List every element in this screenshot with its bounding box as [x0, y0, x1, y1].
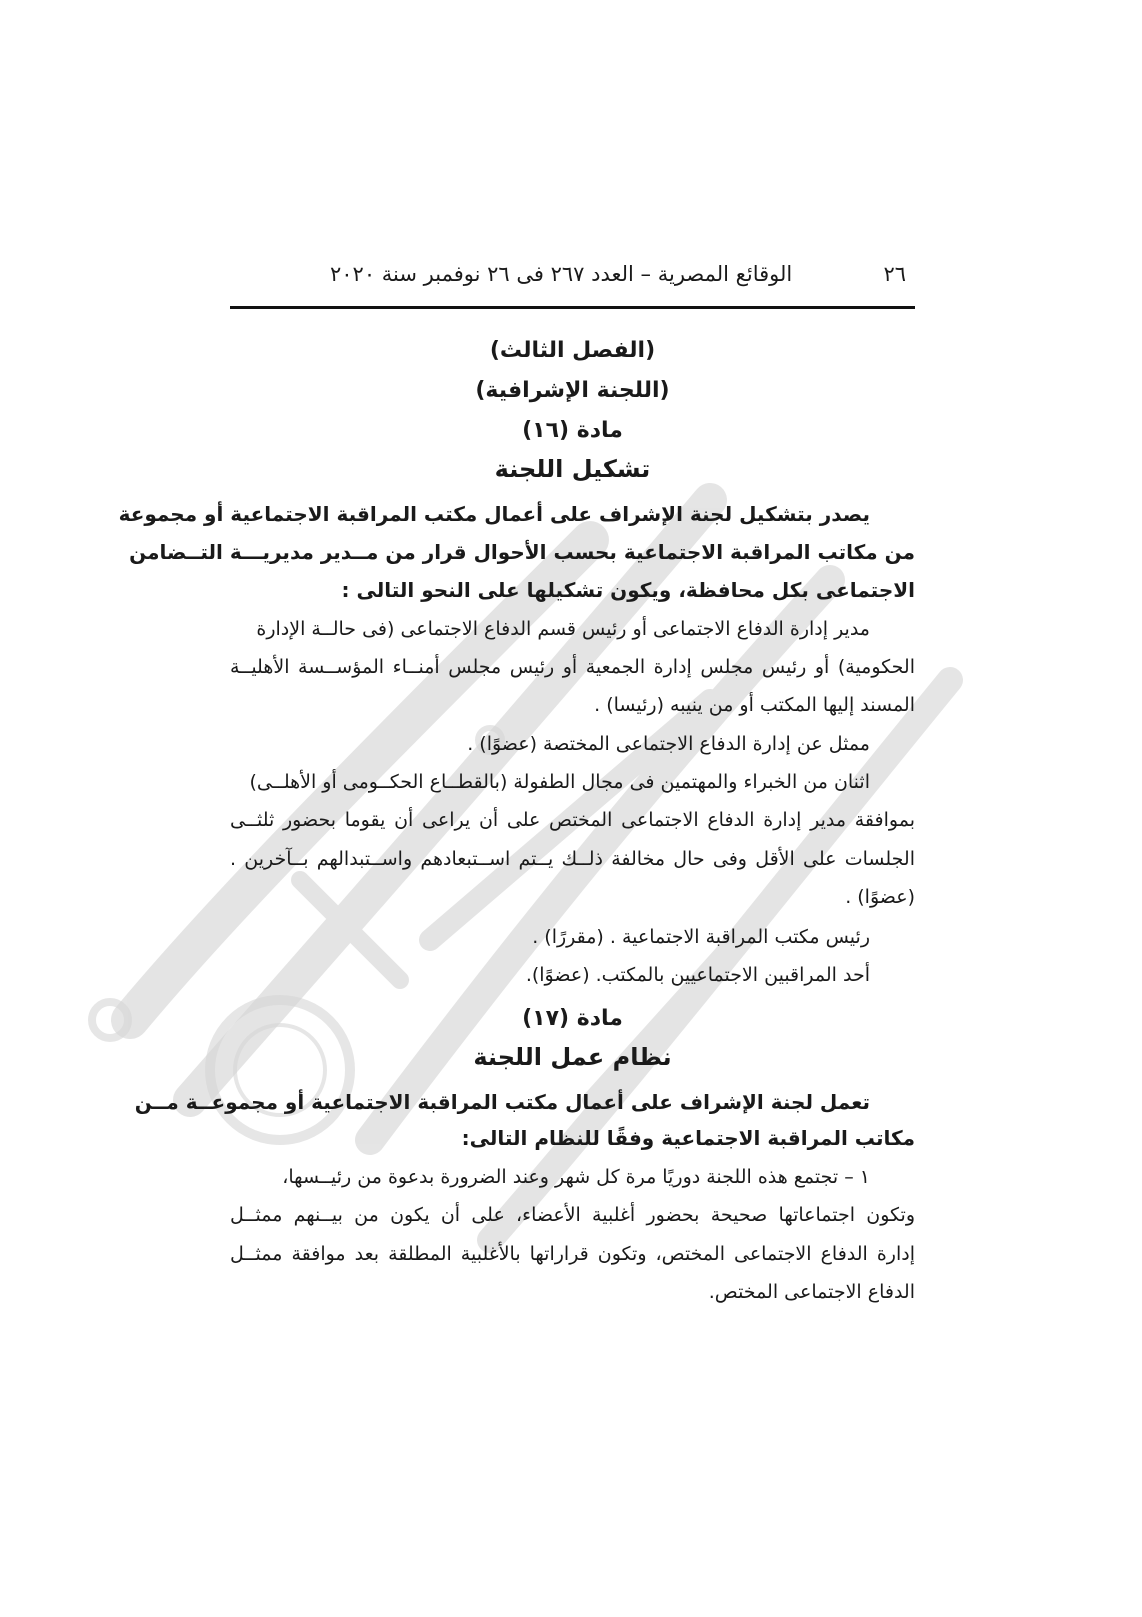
article-17-number: مادة (١٧)	[522, 1006, 623, 1031]
chapter-title: (الفصل الثالث)	[489, 338, 656, 363]
committee-member-line: ممثل عن إدارة الدفاع الاجتماعى المختصة (عضوًا) .	[467, 733, 870, 755]
clause-line: ١ – تجتمع هذه اللجنة دوريًا مرة كل شهر وعند الضرورة بدعوة من رئيــسها،	[282, 1166, 870, 1188]
article-16-intro-line: الاجتماعى بكل محافظة، ويكون تشكيلها على النحو التالى :	[341, 578, 915, 602]
article-17-intro-line: تعمل لجنة الإشراف على أعمال مكتب المراقبة الاجتماعية أو مجموعــة مــن	[134, 1090, 870, 1114]
clause-line: وتكون اجتماعاتها صحيحة بحضور أغلبية الأعضاء، على أن يكون من بيــنهم ممثــل	[230, 1204, 915, 1226]
committee-member-line: رئيس مكتب المراقبة الاجتماعية . (مقررًا) .	[532, 926, 870, 948]
page-number: ٢٦	[883, 262, 906, 286]
committee-member-line: أحد المراقبين الاجتماعيين بالمكتب. (عضوًا).	[525, 964, 870, 986]
gazette-title: الوقائع المصرية – العدد ٢٦٧ فى ٢٦ نوفمبر سنة ٢٠٢٠	[330, 262, 793, 286]
committee-member-line: الجلسات على الأقل وفى حال مخالفة ذلــك يــتم اســتبعادهم واســتبدالهم بــآخرين .	[230, 848, 915, 870]
committee-member-line: بموافقة مدير إدارة الدفاع الاجتماعى المختص على أن يراعى أن يقوما بحضور ثلثــى	[230, 809, 915, 831]
chapter-subtitle: (اللجنة الإشرافية)	[475, 378, 670, 403]
running-header	[230, 262, 914, 298]
article-17-intro-line: مكاتب المراقبة الاجتماعية وفقًا للنظام التالى:	[461, 1126, 915, 1150]
header-divider	[230, 306, 915, 309]
article-16-number: مادة (١٦)	[522, 418, 623, 443]
article-16-intro-line: من مكاتب المراقبة الاجتماعية بحسب الأحوال قرار من مــدير مديريـــة التــضامن	[129, 540, 915, 564]
article-16-intro-line: يصدر بتشكيل لجنة الإشراف على أعمال مكتب المراقبة الاجتماعية أو مجموعة	[118, 502, 870, 526]
committee-member-line: اثنان من الخبراء والمهتمين فى مجال الطفولة (بالقطــاع الحكــومى أو الأهلــى)	[249, 771, 870, 793]
committee-member-line: (عضوًا) .	[845, 886, 915, 908]
article-17-heading: نظام عمل اللجنة	[473, 1043, 672, 1071]
clause-line: إدارة الدفاع الاجتماعى المختص، وتكون قراراتها بالأغلبية المطلقة بعد موافقة ممثــل	[230, 1243, 915, 1265]
committee-member-line: مدير إدارة الدفاع الاجتماعى أو رئيس قسم الدفاع الاجتماعى (فى حالــة الإدارة	[256, 618, 870, 640]
clause-line: الدفاع الاجتماعى المختص.	[708, 1281, 915, 1303]
committee-member-line: المسند إليها المكتب أو من ينيبه (رئيسا) .	[594, 694, 915, 716]
article-16-heading: تشكيل اللجنة	[494, 455, 651, 483]
committee-member-line: الحكومية) أو رئيس مجلس إدارة الجمعية أو رئيس مجلس أمنــاء المؤســسة الأهليــة	[230, 656, 915, 678]
